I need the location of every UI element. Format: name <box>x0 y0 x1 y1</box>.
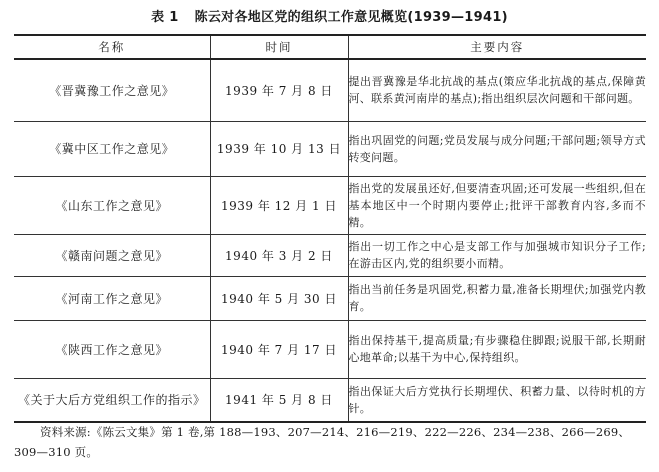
header-content: 主要内容 <box>348 35 646 59</box>
row-date: 1940 年 7 月 17 日 <box>210 320 348 378</box>
row-date: 1940 年 5 月 30 日 <box>210 276 348 320</box>
row-content: 指出党的发展虽还好,但要清查巩固;还可发展一些组织,但在基本地区中一个时期内要停止;批评干部教育内容,多而不精。 <box>348 176 646 234</box>
table-row <box>14 121 646 176</box>
overview-table <box>14 34 646 423</box>
row-date: 1941 年 5 月 8 日 <box>210 378 348 422</box>
table-row <box>14 176 646 234</box>
table-caption <box>0 6 659 25</box>
row-name: 《关于大后方党组织工作的指示》 <box>14 378 210 422</box>
row-content: 指出当前任务是巩固党,积蓄力量,准备长期埋伏;加强党内教育。 <box>348 276 646 320</box>
header-date: 时间 <box>210 35 348 59</box>
table-title: 陈云对各地区党的组织工作意见概览(1939—1941) <box>194 10 508 25</box>
row-content: 提出晋冀豫是华北抗战的基点(策应华北抗战的基点,保障黄河、联系黄河南岸的基点);指出组织层次问题和干部问题。 <box>348 59 646 121</box>
table-row <box>14 320 646 378</box>
row-date: 1939 年 10 月 13 日 <box>210 121 348 176</box>
header-name: 名称 <box>14 35 210 59</box>
row-name: 《冀中区工作之意见》 <box>14 121 210 176</box>
row-date: 1940 年 3 月 2 日 <box>210 234 348 276</box>
row-name: 《赣南问题之意见》 <box>14 234 210 276</box>
table-row <box>14 59 646 121</box>
row-name: 《晋冀豫工作之意见》 <box>14 59 210 121</box>
table-row <box>14 276 646 320</box>
table-header-row <box>14 35 646 59</box>
row-content: 指出保持基干,提高质量;有步骤稳住脚跟;说服干部,长期耐心地革命;以基干为中心,保持组织。 <box>348 320 646 378</box>
source-note: 资料来源:《陈云文集》第 1 卷,第 188—193、207—214、216—219、222—226、234—238、266—269、309—310 页。 <box>14 425 631 459</box>
row-date: 1939 年 7 月 8 日 <box>210 59 348 121</box>
row-content: 指出巩固党的问题;党员发展与成分问题;干部问题;领导方式转变问题。 <box>348 121 646 176</box>
row-name: 《山东工作之意见》 <box>14 176 210 234</box>
row-date: 1939 年 12 月 1 日 <box>210 176 348 234</box>
row-name: 《河南工作之意见》 <box>14 276 210 320</box>
row-content: 指出保证大后方党执行长期埋伏、积蓄力量、以待时机的方针。 <box>348 378 646 422</box>
table-row <box>14 378 646 422</box>
row-name: 《陕西工作之意见》 <box>14 320 210 378</box>
row-content: 指出一切工作之中心是支部工作与加强城市知识分子工作;在游击区内,党的组织要小而精。 <box>348 234 646 276</box>
table-number: 表 1 <box>151 10 179 25</box>
table-row <box>14 234 646 276</box>
